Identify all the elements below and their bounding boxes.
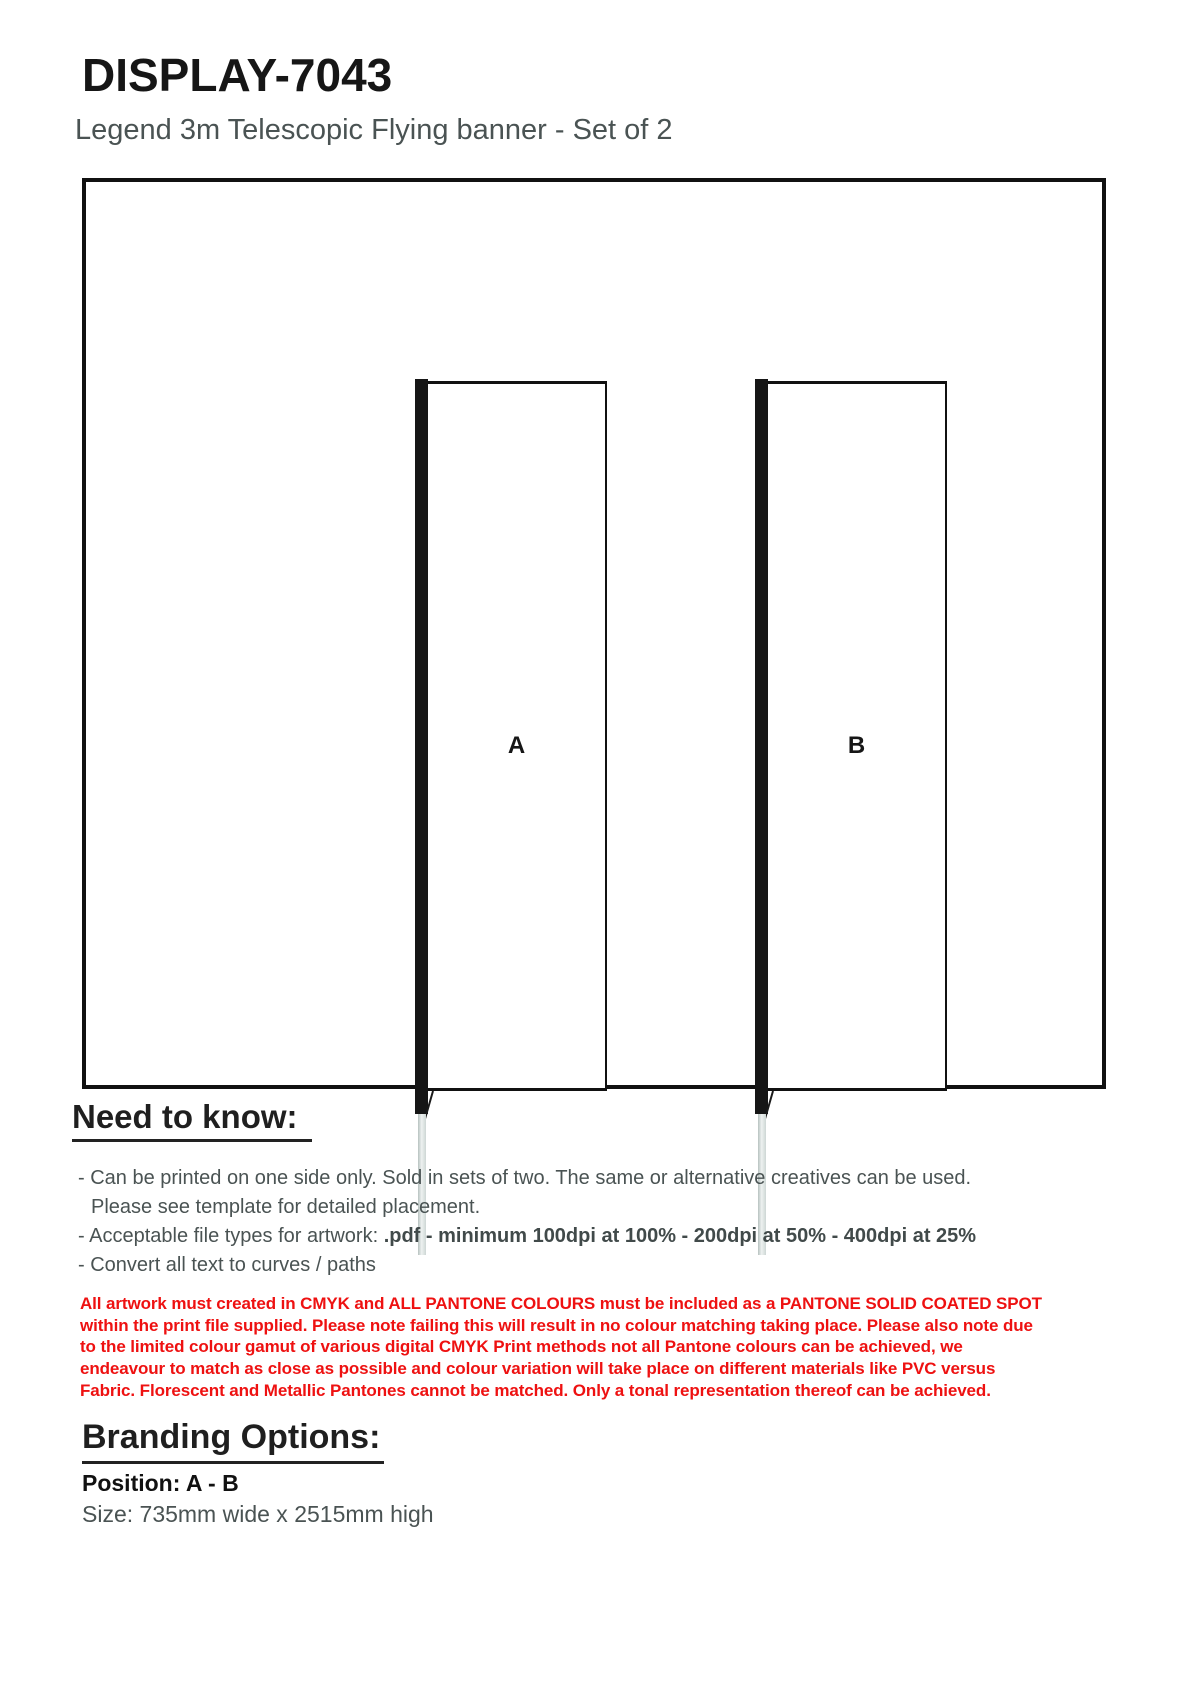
need-to-know-list: [78, 1164, 1118, 1280]
banner-b-flag: [768, 381, 947, 1091]
bullet-printing: - Can be printed on one side only. Sold in sets of two. The same or alternative creatives can be used.: [78, 1167, 972, 1189]
warning-line: All artwork must created in CMYK and ALL PANTONE COLOURS must be included as a PANTONE SOLID COATED SPOT: [80, 1294, 1042, 1313]
branding-size: Size: 735mm wide x 2515mm high: [82, 1501, 434, 1527]
banner-a-label: A: [507, 732, 526, 759]
banner-a-flag: [428, 381, 607, 1091]
warning-line: to the limited colour gamut of various digital CMYK Print methods not all Pantone colours can be achieved, we: [80, 1337, 963, 1357]
banner-a: [415, 379, 607, 1259]
product-diagram: [82, 178, 1106, 1089]
warning-line: endeavour to match as close as possible and colour variation will take place on different materials like PVC versus: [80, 1359, 996, 1379]
warning-line: Fabric. Florescent and Metallic Pantones cannot be matched. Only a tonal representation thereof can be achieved.: [80, 1380, 991, 1400]
bullet-file-types: [78, 1222, 1118, 1251]
bullet-file-types-prefix: - Acceptable file types for artwork:: [78, 1225, 384, 1247]
need-to-know-heading: Need to know:: [72, 1098, 312, 1142]
banner-b: [755, 379, 947, 1259]
bullet-file-types-specs: .pdf - minimum 100dpi at 100% - 200dpi at 50% - 400dpi at 25%: [383, 1225, 977, 1247]
banner-a-pole: [415, 379, 428, 1114]
page-title: DISPLAY-7043: [82, 49, 393, 101]
branding-position: Position: A - B: [82, 1470, 239, 1496]
warning-line: within the print file supplied. Please note failing this will result in no colour matching taking place. Please also note due: [80, 1315, 1033, 1335]
banner-b-pole: [755, 379, 768, 1114]
banner-b-label: B: [847, 732, 866, 759]
pantone-warning: [80, 1293, 1040, 1402]
bullet-curves: - Convert all text to curves / paths: [78, 1254, 376, 1276]
bullet-printing-continued: Please see template for detailed placement.: [91, 1196, 481, 1218]
branding-options-heading: Branding Options:: [82, 1418, 384, 1464]
page-subtitle: Legend 3m Telescopic Flying banner - Set of 2: [75, 114, 673, 146]
